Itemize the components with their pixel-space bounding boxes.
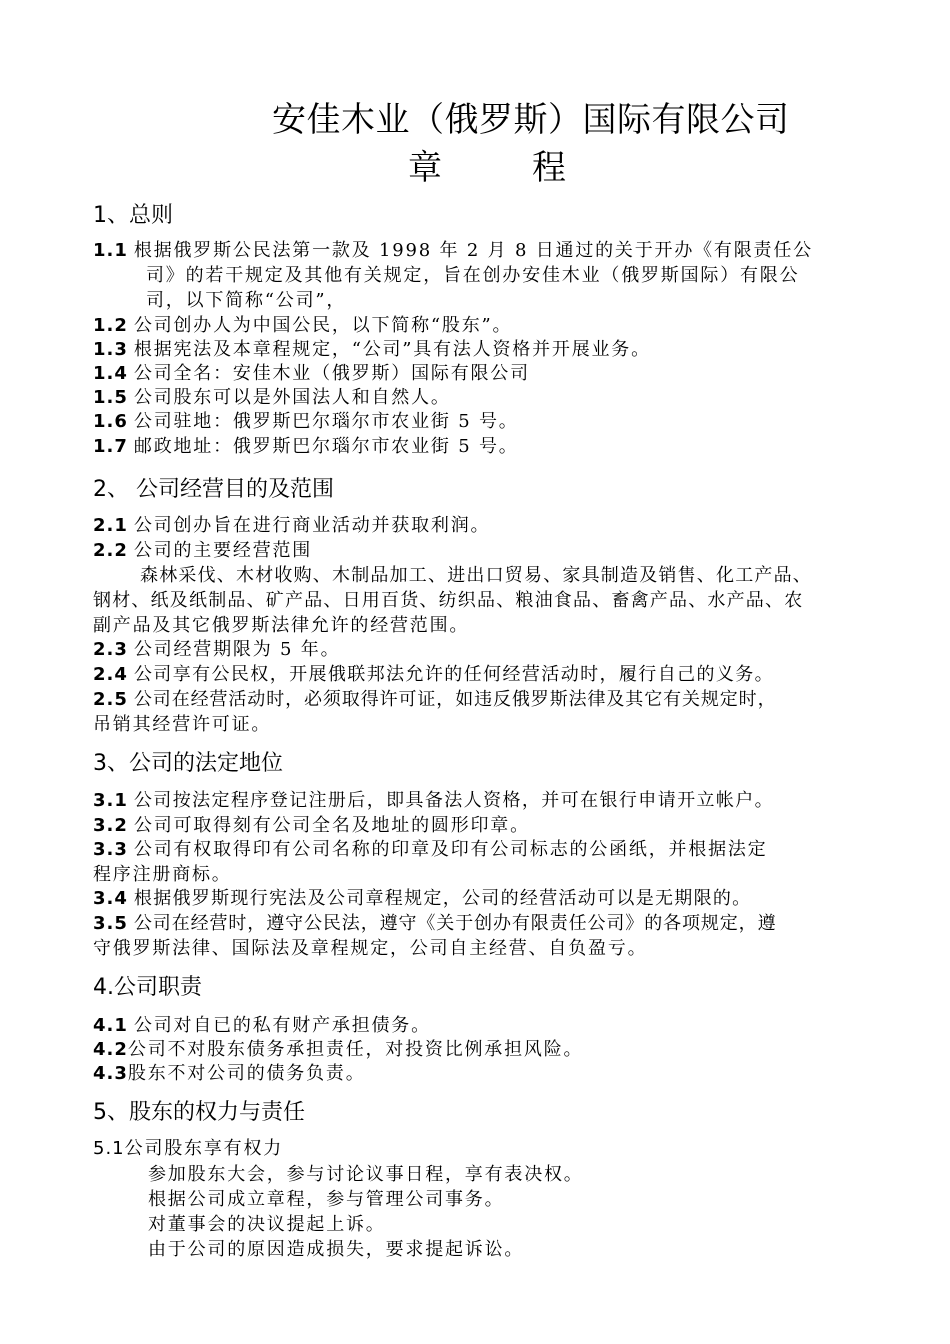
- clause-text: 公司经营期限为 5 年。: [133, 639, 341, 660]
- clause-number: 1.5: [93, 387, 128, 408]
- clause-1-1-line-3: 司，以下简称“公司”，: [146, 290, 347, 311]
- clause-number: 1.1: [93, 240, 128, 261]
- clause-text: 公司驻地：俄罗斯巴尔瑙尔市农业街 5 号。: [133, 411, 519, 432]
- clause-number: 2.5: [93, 689, 128, 710]
- section-heading-1: 1、总则: [93, 203, 173, 228]
- clause-2-4: [93, 660, 774, 686]
- section-heading-2: 2、 公司经营目的及范围: [93, 477, 334, 502]
- clause-number: 2.1: [93, 515, 128, 536]
- clause-text: 公司不对股东债务承担责任，对投资比例承担风险。: [127, 1039, 584, 1060]
- section-heading-5: 5、股东的权力与责任: [93, 1100, 305, 1125]
- clause-1-3: [93, 335, 651, 361]
- clause-text: 根据宪法及本章程规定，“公司”具有法人资格并开展业务。: [133, 339, 651, 360]
- clause-2-5: [93, 685, 777, 711]
- clause-text: 公司的主要经营范围: [133, 540, 313, 561]
- right-item-3: 对董事会的决议提起上诉。: [148, 1214, 386, 1235]
- clause-2-2-line-4: 副产品及其它俄罗斯法律允许的经营范围。: [93, 615, 470, 636]
- clause-1-1: [93, 236, 813, 262]
- clause-3-3-line-2: 程序注册商标。: [93, 864, 232, 885]
- clause-number: 1.2: [93, 315, 128, 336]
- clause-3-1: [93, 786, 774, 812]
- clause-text: 公司按法定程序登记注册后，即具备法人资格，并可在银行申请开立帐户。: [133, 790, 775, 811]
- clause-2-2: [93, 536, 312, 562]
- clause-1-1-line-2: 司》的若干规定及其他有关规定，旨在创办安佳木业（俄罗斯国际）有限公: [146, 265, 800, 286]
- clause-text: 公司股东享有权力: [124, 1138, 284, 1159]
- clause-text: 公司创办人为中国公民，以下简称“股东”。: [133, 315, 513, 336]
- clause-number: 1.6: [93, 411, 128, 432]
- clause-4-2: [93, 1035, 583, 1061]
- clause-number: 1.3: [93, 339, 128, 360]
- clause-4-1: [93, 1011, 431, 1037]
- clause-3-2: [93, 811, 530, 837]
- clause-number: 1.4: [93, 363, 128, 384]
- clause-text: 公司在经营活动时，必须取得许可证，如违反俄罗斯法律及其它有关规定时，: [133, 689, 777, 710]
- clause-number: 4.2: [93, 1039, 128, 1060]
- clause-number: 2.3: [93, 639, 128, 660]
- clause-5-1: [93, 1134, 283, 1160]
- clause-1-7: [93, 432, 519, 458]
- clause-text: 根据俄罗斯现行宪法及公司章程规定，公司的经营活动可以是无期限的。: [133, 888, 752, 909]
- clause-3-5-line-2: 守俄罗斯法律、国际法及章程规定，公司自主经营、自负盈亏。: [93, 938, 648, 959]
- clause-2-5-line-2: 吊销其经营许可证。: [93, 714, 272, 735]
- clause-text: 根据俄罗斯公民法第一款及 1998 年 2 月 8 日通过的关于开办《有限责任公: [133, 240, 813, 261]
- clause-2-1: [93, 511, 490, 537]
- clause-number: 3.3: [93, 839, 128, 860]
- clause-number: 5.1: [93, 1138, 125, 1159]
- clause-3-3: [93, 835, 768, 861]
- clause-text: 公司全名：安佳木业（俄罗斯）国际有限公司: [133, 363, 530, 384]
- clause-1-6: [93, 407, 519, 433]
- clause-text: 公司创办旨在进行商业活动并获取利润。: [133, 515, 491, 536]
- section-heading-4: 4.公司职责: [93, 975, 202, 1000]
- clause-text: 公司有权取得印有公司名称的印章及印有公司标志的公函纸，并根据法定: [133, 839, 768, 860]
- clause-2-2-line-3: 钢材、纸及纸制品、矿产品、日用百货、纺织品、粮油食品、畜禽产品、水产品、农: [93, 590, 804, 611]
- clause-1-5: [93, 383, 451, 409]
- clause-2-2-line-2: 森林采伐、木材收购、木制品加工、进出口贸易、家具制造及销售、化工产品、: [140, 565, 812, 586]
- clause-number: 3.2: [93, 815, 128, 836]
- clause-number: 4.1: [93, 1015, 128, 1036]
- clause-2-3: [93, 635, 340, 661]
- right-item-2: 根据公司成立章程，参与管理公司事务。: [148, 1189, 505, 1210]
- clause-number: 3.5: [93, 913, 128, 934]
- clause-text: 公司享有公民权，开展俄联邦法允许的任何经营活动时，履行自己的义务。: [133, 664, 775, 685]
- clause-number: 2.2: [93, 540, 128, 561]
- right-item-4: 由于公司的原因造成损失，要求提起诉讼。: [148, 1239, 525, 1260]
- clause-number: 3.4: [93, 888, 128, 909]
- right-item-1: 参加股东大会，参与讨论议事日程，享有表决权。: [148, 1164, 584, 1185]
- clause-text: 公司可取得刻有公司全名及地址的圆形印章。: [133, 815, 530, 836]
- clause-3-5: [93, 909, 777, 935]
- clause-text: 股东不对公司的债务负责。: [127, 1063, 366, 1084]
- section-heading-3: 3、公司的法定地位: [93, 751, 283, 776]
- clause-number: 1.7: [93, 436, 128, 457]
- clause-3-4: [93, 884, 752, 910]
- clause-1-2: [93, 311, 512, 337]
- clause-4-3: [93, 1059, 366, 1085]
- clause-text: 公司对自已的私有财产承担债务。: [133, 1015, 431, 1036]
- document-subtitle: 章程: [408, 148, 656, 188]
- clause-text: 公司股东可以是外国法人和自然人。: [133, 387, 451, 408]
- document-title: 安佳木业（俄罗斯）国际有限公司: [272, 100, 790, 140]
- clause-number: 2.4: [93, 664, 128, 685]
- clause-number: 3.1: [93, 790, 128, 811]
- clause-text: 邮政地址：俄罗斯巴尔瑙尔市农业街 5 号。: [133, 436, 519, 457]
- clause-1-4: [93, 359, 530, 385]
- clause-number: 4.3: [93, 1063, 128, 1084]
- clause-text: 公司在经营时，遵守公民法，遵守《关于创办有限责任公司》的各项规定，遵: [133, 913, 777, 934]
